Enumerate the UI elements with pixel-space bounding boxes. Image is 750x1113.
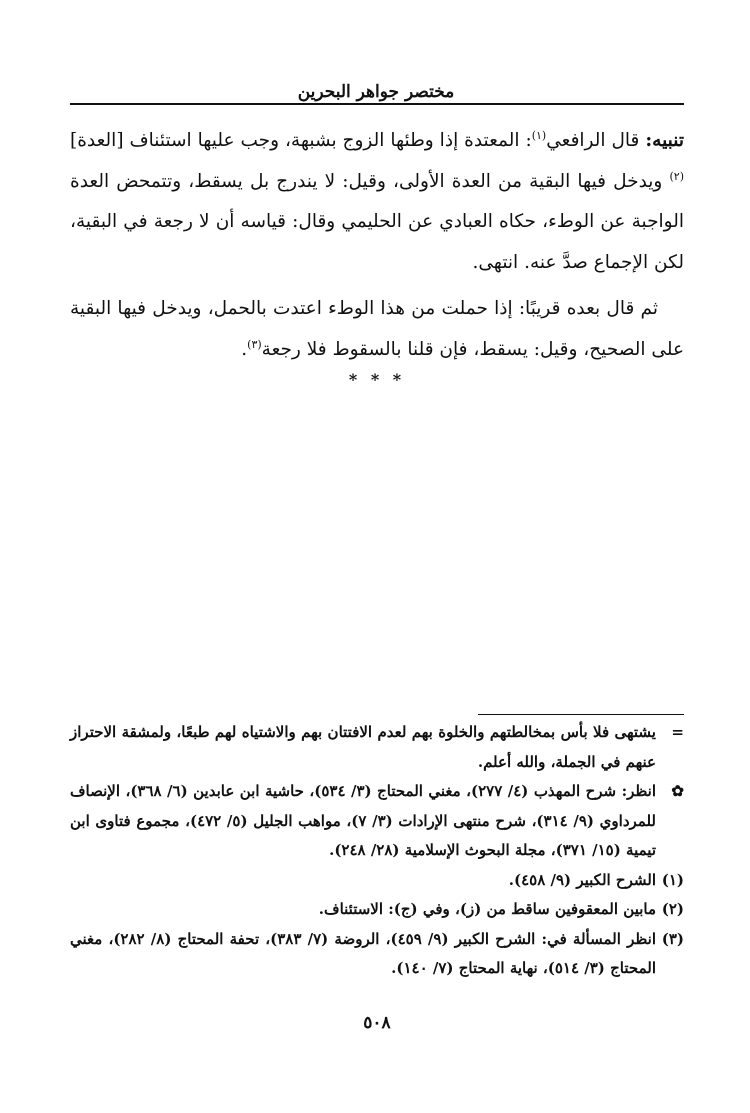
footnote-references xyxy=(70,777,684,866)
header-rule xyxy=(70,103,684,105)
paragraph-thumma xyxy=(70,289,684,370)
paragraph-thumma-text: ثم قال بعده قريبًا: إذا حملت من هذا الوطء اعتدت بالحمل، ويدخل فيها البقية على الصحيح، وقيل: يسقط، فإن قلنا بالسقوط فلا رجعة xyxy=(70,298,684,360)
paragraph-tanbih xyxy=(70,121,684,283)
section-separator: * * * xyxy=(348,370,406,389)
running-header-title: مختصر جواهر البحرين xyxy=(297,82,455,102)
paragraph-tanbih-text-c: ويدخل فيها البقية من العدة الأولى، وقيل: لا يندرج بل يسقط، وتتمحض العدة الواجبة عن الوطء، حكاه العبادي عن الحليمي وقال: قياسه أن لا رجعة في البقية، لكن الإجماع صدَّ عنه. انتهى. xyxy=(70,170,684,273)
page-number: ٥٠٨ xyxy=(363,1013,391,1033)
footnote-text: الشرح الكبير (٩/ ٤٥٨). xyxy=(508,870,656,889)
flower-icon: ✿ xyxy=(671,782,684,800)
paragraph-thumma-end: . xyxy=(241,338,248,360)
paragraph-tanbih-text-a: قال الرافعي xyxy=(546,130,646,151)
tanbih-label: تنبيه: xyxy=(645,130,684,151)
footnote-number: (١) xyxy=(661,870,684,889)
footnote-item xyxy=(70,866,684,896)
paragraph-tanbih-text-b: : المعتدة إذا وطئها الزوج بشبهة، وجب عليها استئناف [العدة] xyxy=(70,130,532,151)
footnote-text: انظر المسألة في: الشرح الكبير (٩/ ٤٥٩)، الروضة (٧/ ٣٨٣)، تحفة المحتاج (٨/ ٢٨٢)، مغني المحتاج (٣/ ٥١٤)، نهاية المحتاج (٧/ ١٤٠). xyxy=(70,929,656,977)
footnote-references-text: انظر: شرح المهذب (٤/ ٢٧٧)، مغني المحتاج (٣/ ٥٣٤)، حاشية ابن عابدين (٦/ ٣٦٨)، الإنصاف للمرداوي (٩/ ٣١٤)، شرح منتهى الإرادات (٣/ ٧)، مواهب الجليل (٥/ ٤٧٢)، مجموع فتاوى ابن تيمية (١٥/ ٣٧١)، مجلة البحوث الإسلامية (٢٨/ ٢٤٨). xyxy=(70,782,657,859)
main-text xyxy=(70,121,684,370)
footnote-number: (٢) xyxy=(661,900,684,918)
footnote-item xyxy=(70,925,684,984)
footnote-number: (٣) xyxy=(661,929,684,948)
footnote-ref-3: (٣) xyxy=(247,337,262,351)
footnote-text: مابين المعقوفين ساقط من (ز)، وفي (ج): الاستئناف. xyxy=(318,900,656,918)
footnote-ref-1: (١) xyxy=(531,128,547,142)
footnote-rule xyxy=(478,714,684,715)
footnote-ref-2: (٢) xyxy=(669,169,684,183)
footnote-item xyxy=(70,895,684,925)
footnote-continuation xyxy=(70,718,684,777)
continuation-mark: = xyxy=(671,723,684,741)
footnote-continuation-text: يشتهى فلا بأس بمخالطتهم والخلوة بهم لعدم الافتتان بهم والاشتياه لهم طبعًا، ولمشقة الاحتراز عنهم في الجملة، والله أعلم. xyxy=(70,723,656,771)
footnotes xyxy=(70,718,684,984)
